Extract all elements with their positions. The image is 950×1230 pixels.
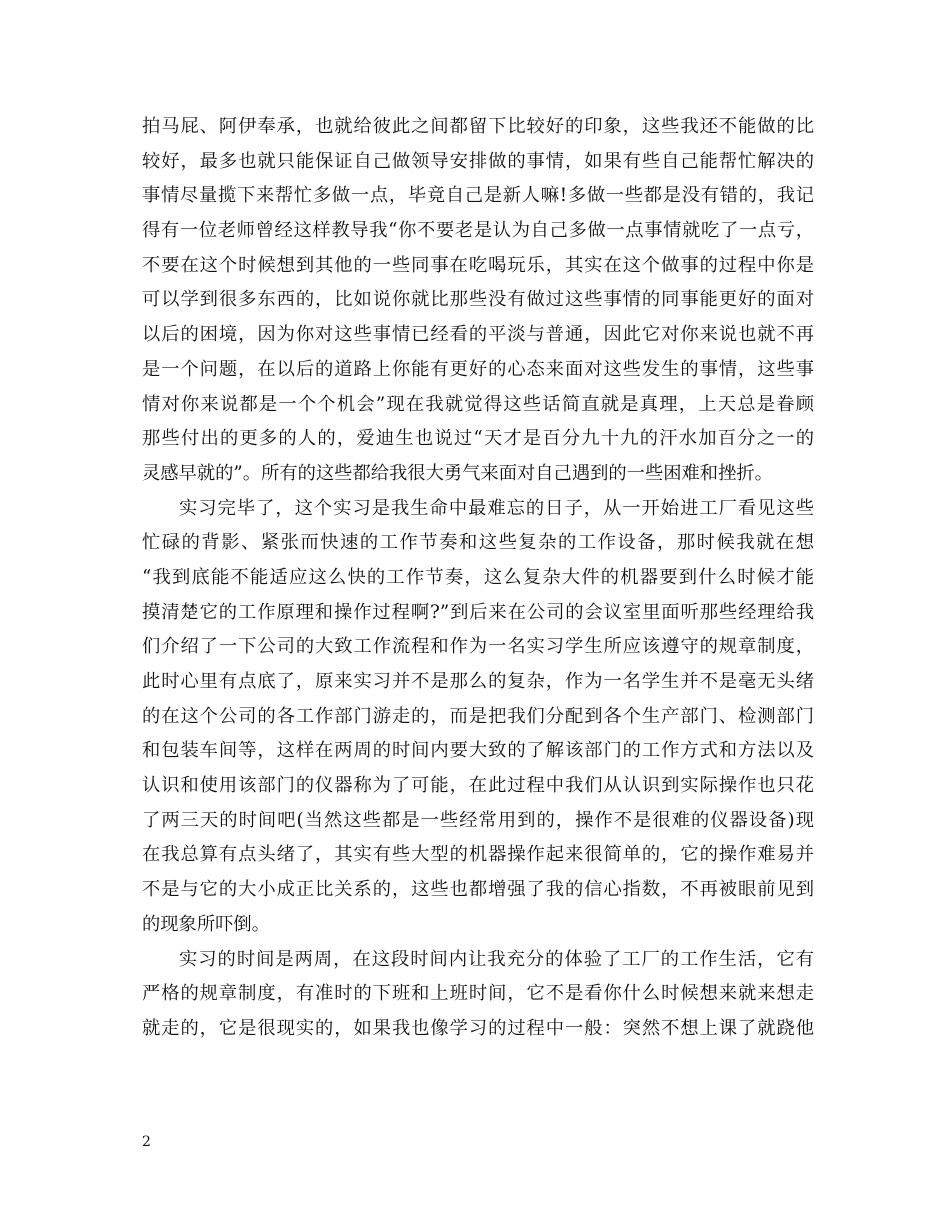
text-line: 灵感早就的”。所有的这些都给我很大勇气来面对自己遇到的一些困难和挫折。: [142, 462, 773, 484]
text-line: 实习完毕了，这个实习是我生命中最难忘的日子，从一开始进工厂看见这些: [179, 497, 814, 519]
text-line: “我到底能不能适应这么快的工作节奏，这么复杂大件的机器要到什么时候才能: [142, 566, 814, 588]
text-line: 认识和使用该部门的仪器称为了可能，在此过程中我们从认识到实际操作也只花: [142, 775, 814, 797]
text-line: 们介绍了一下公司的大致工作流程和作为一名实习学生所应该遵守的规章制度，: [142, 636, 814, 658]
text-line: 此时心里有点底了，原来实习并不是那么的复杂，作为一名学生并不是毫无头绪: [142, 671, 814, 692]
text-line: 可以学到很多东西的，比如说你就比那些没有做过这些事情的同事能更好的面对: [142, 289, 814, 311]
text-line: 和包装车间等，这样在两周的时间内要大致的了解该部门的工作方式和方法以及: [142, 740, 814, 762]
page-number: 2: [142, 1134, 151, 1150]
text-line: 拍马屁、阿伊奉承，也就给彼此之间都留下比较好的印象，这些我还不能做的比: [142, 116, 814, 137]
text-line: 在我总算有点头绪了，其实有些大型的机器操作起来很简单的，它的操作难易并: [142, 844, 814, 866]
text-line: 严格的规章制度，有准时的下班和上班时间，它不是看你什么时候想来就来想走: [142, 983, 814, 1005]
text-line: 那些付出的更多的人的，爱迪生也说过“天才是百分九十九的汗水加百分之一的: [142, 428, 814, 450]
text-line: 情对你来说都是一个个机会”现在我就觉得这些话简直就是真理，上天总是眷顾: [142, 393, 814, 415]
text-line: 不是与它的大小成正比关系的，这些也都增强了我的信心指数，不再被眼前见到: [142, 879, 814, 901]
text-line: 了两三天的时间吧(当然这些都是一些经常用到的，操作不是很难的仪器设备)现: [142, 809, 814, 831]
text-line: 事情尽量揽下来帮忙多做一点，毕竟自己是新人嘛!多做一些都是没有错的，我记: [142, 185, 814, 207]
text-line: 忙碌的背影、紧张而快速的工作节奏和这些复杂的工作设备，那时候我就在想: [142, 532, 814, 554]
text-line: 就走的，它是很现实的，如果我也像学习的过程中一般：突然不想上课了就跷他: [142, 1017, 814, 1039]
text-line: 是一个问题，在以后的道路上你能有更好的心态来面对这些发生的事情，这些事: [142, 358, 814, 380]
text-line: 以后的困境，因为你对这些事情已经看的平淡与普通，因此它对你来说也就不再: [142, 324, 814, 346]
text-line: 较好，最多也就只能保证自己做领导安排做的事情，如果有些自己能帮忙解决的: [142, 150, 814, 172]
text-line: 的在这个公司的各工作部门游走的，而是把我们分配到各个生产部门、检测部门: [142, 705, 814, 727]
text-line: 得有一位老师曾经这样教导我“你不要老是认为自己多做一点事情就吃了一点亏，: [142, 220, 814, 242]
text-line: 实习的时间是两周，在这段时间内让我充分的体验了工厂的工作生活，它有: [179, 948, 814, 970]
text-line: 的现象所吓倒。: [142, 913, 270, 935]
text-line: 不要在这个时候想到其他的一些同事在吃喝玩乐，其实在这个做事的过程中你是: [142, 254, 814, 276]
body-text: [142, 110, 814, 1047]
text-line: 摸清楚它的工作原理和操作过程啊?”到后来在公司的会议室里面听那些经理给我: [142, 601, 814, 623]
